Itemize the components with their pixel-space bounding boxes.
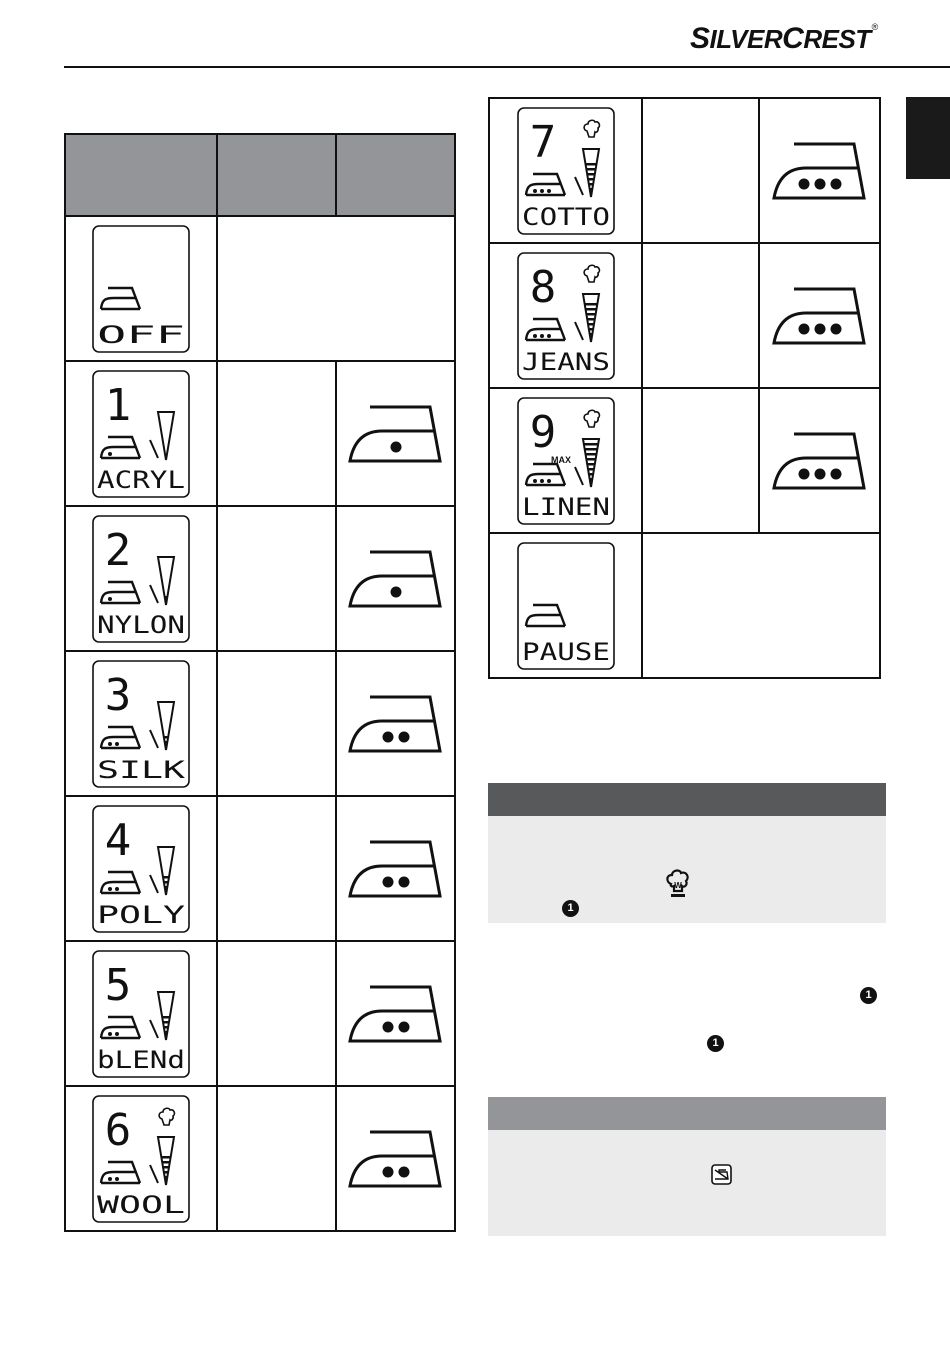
lcd-mode-label: OFF [97, 320, 186, 349]
description-cell [217, 216, 455, 361]
lcd-level-number: 8 [529, 261, 556, 313]
lcd-display-icon [517, 397, 615, 525]
lcd-mode-label: SILK [97, 755, 187, 784]
lcd-display-icon [92, 950, 190, 1078]
table-row [489, 243, 880, 388]
iron-temperature-icon [348, 838, 444, 900]
iron-temperature-icon [348, 1128, 444, 1190]
iron-symbol-cell [336, 1086, 455, 1231]
temperature-table-left [64, 133, 456, 1232]
lcd-cell [65, 796, 217, 941]
lcd-display-icon [517, 107, 615, 235]
table-row [65, 216, 455, 361]
lcd-max-label: MAX [550, 454, 571, 465]
table-row [489, 98, 880, 243]
lcd-display-icon [92, 515, 190, 643]
iron-temperature-icon [348, 403, 444, 465]
iron-temperature-icon [772, 140, 868, 202]
lcd-display-icon [517, 542, 615, 670]
note-box [488, 1097, 886, 1236]
fabric-cell [642, 98, 759, 243]
lcd-level-number: 6 [104, 1104, 132, 1156]
lcd-display-icon [92, 370, 190, 498]
fabric-cell [217, 506, 336, 651]
lcd-mode-label: POLY [97, 900, 187, 929]
lcd-level-number: 7 [529, 116, 556, 168]
table-header-row [65, 134, 455, 216]
lcd-display-icon [517, 252, 615, 380]
warning-box-body [488, 816, 886, 923]
lcd-display-icon [92, 805, 190, 933]
table-row [489, 388, 880, 533]
lcd-cell [489, 533, 642, 678]
lcd-cell [489, 98, 642, 243]
lcd-level-number: 4 [104, 814, 132, 866]
lcd-cell [65, 941, 217, 1086]
lcd-mode-label: PAUSE [521, 637, 610, 666]
header-rule [64, 66, 950, 68]
fabric-cell [217, 1086, 336, 1231]
iron-temperature-icon [772, 285, 868, 347]
note-box-body [488, 1130, 886, 1236]
fabric-cell [217, 651, 336, 796]
table-row [65, 651, 455, 796]
lcd-display-icon [92, 225, 190, 353]
fabric-cell [217, 941, 336, 1086]
lcd-cell [489, 388, 642, 533]
iron-symbol-cell [759, 388, 880, 533]
iron-symbol-cell [336, 941, 455, 1086]
fabric-cell [642, 388, 759, 533]
lcd-mode-label: WOOL [97, 1190, 186, 1219]
lcd-mode-label: ACRYL [97, 465, 186, 494]
lcd-level-number: 1 [104, 379, 132, 431]
temperature-table-right [488, 97, 881, 679]
steam-boost-icon [665, 869, 691, 899]
table-row [65, 506, 455, 651]
callout-1-icon: 1 [707, 1035, 724, 1052]
brand-logo: SILVERCREST® [690, 22, 878, 55]
fabric-cell [217, 361, 336, 506]
iron-symbol-cell [759, 243, 880, 388]
lcd-mode-label: COTTO [521, 202, 610, 231]
fabric-cell [642, 243, 759, 388]
lcd-cell [65, 216, 217, 361]
note-box-header [488, 1097, 886, 1130]
lcd-level-number: 5 [104, 959, 132, 1011]
lcd-cell [65, 506, 217, 651]
iron-symbol-cell [336, 361, 455, 506]
callout-1-icon: 1 [860, 987, 877, 1004]
iron-temperature-icon [348, 983, 444, 1045]
lcd-mode-label: bLENd [97, 1045, 186, 1074]
fabric-cell [217, 796, 336, 941]
lcd-display-icon [92, 660, 190, 788]
callout-1-icon: 1 [562, 900, 579, 917]
lcd-level-number: 3 [104, 669, 132, 721]
description-cell [642, 533, 880, 678]
language-side-tab [906, 97, 950, 179]
iron-symbol-cell [759, 98, 880, 243]
table-row [489, 533, 880, 678]
svg-text:W: W [674, 881, 682, 890]
lcd-mode-label: LINEN [521, 492, 610, 521]
lcd-level-number: 2 [104, 524, 132, 576]
iron-symbol-cell [336, 651, 455, 796]
iron-symbol-cell [336, 796, 455, 941]
table-row [65, 361, 455, 506]
warning-box [488, 783, 886, 923]
iron-symbol-cell [336, 506, 455, 651]
lcd-mode-label: JEANS [521, 347, 610, 376]
table-row [65, 1086, 455, 1231]
lcd-display-icon [92, 1095, 190, 1223]
lcd-cell [65, 1086, 217, 1231]
lcd-level-number: 9 [529, 406, 556, 458]
iron-temperature-icon [772, 430, 868, 492]
warning-box-header [488, 783, 886, 816]
iron-temperature-icon [348, 548, 444, 610]
anti-calc-warning-icon [711, 1164, 732, 1185]
table-row [65, 941, 455, 1086]
table-row [65, 796, 455, 941]
lcd-cell [65, 361, 217, 506]
lcd-mode-label: NYLON [97, 610, 186, 639]
lcd-cell [65, 651, 217, 796]
iron-temperature-icon [348, 693, 444, 755]
lcd-cell [489, 243, 642, 388]
